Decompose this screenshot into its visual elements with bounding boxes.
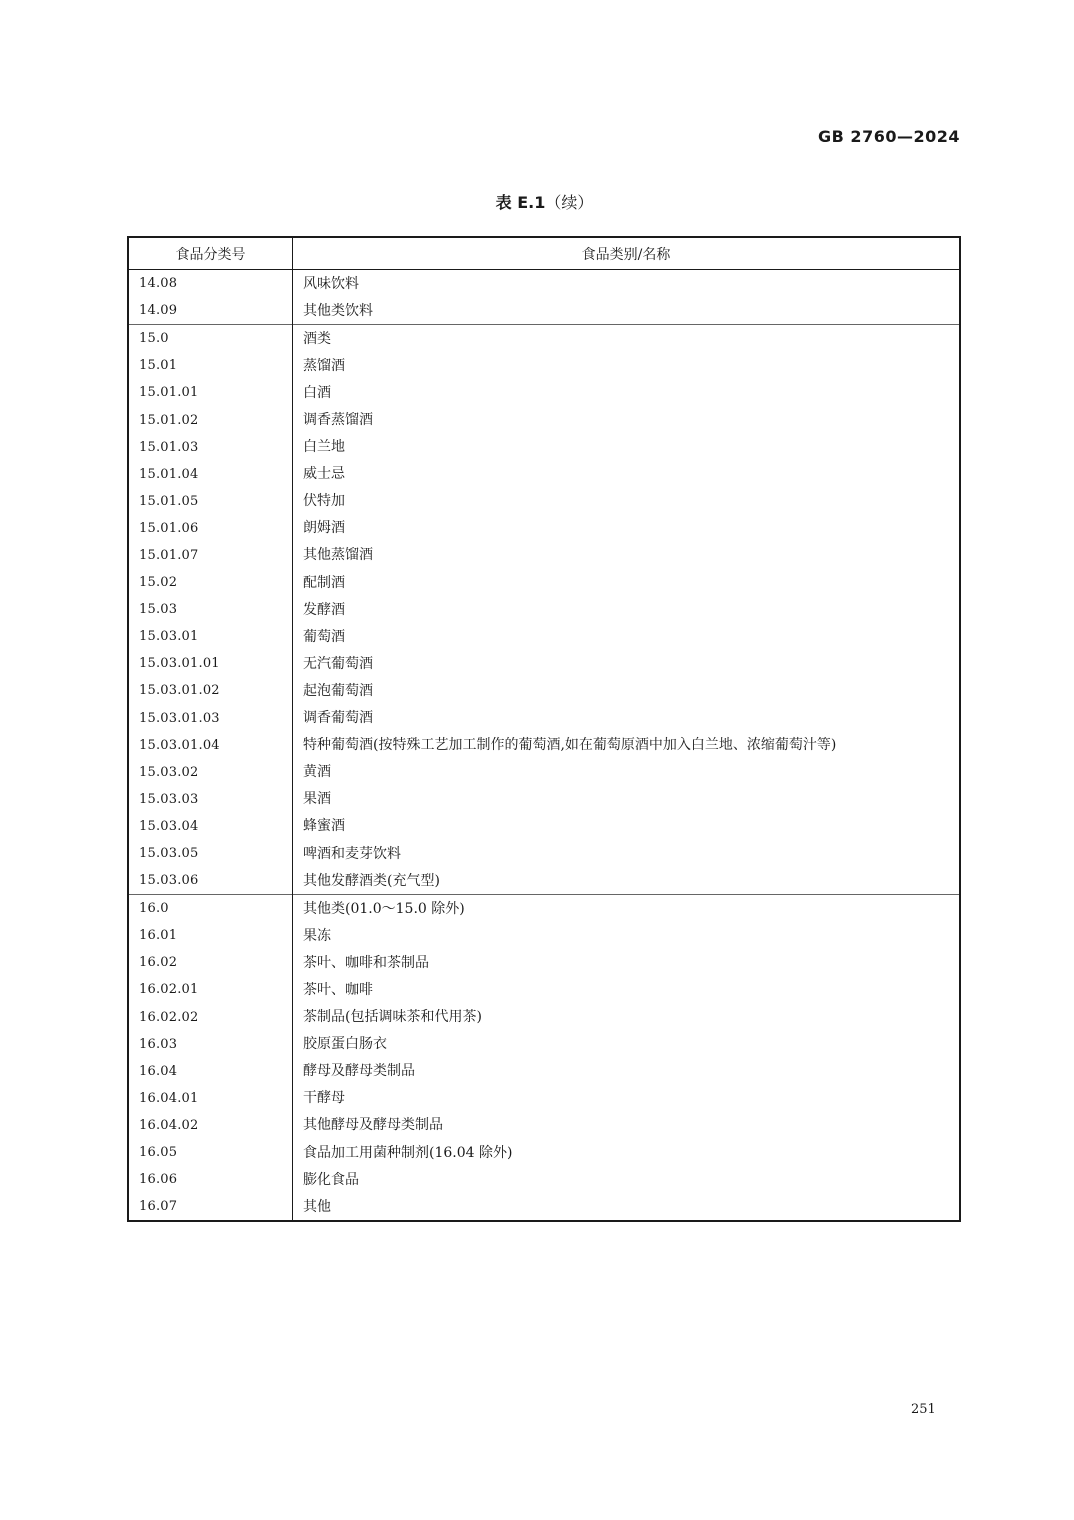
food-category-name: 茶叶、咖啡和茶制品 xyxy=(303,954,429,971)
table-row xyxy=(128,1031,960,1058)
food-category-table xyxy=(127,236,961,1222)
food-category-code: 15.03.02 xyxy=(128,759,293,786)
table-row xyxy=(128,1085,960,1112)
food-category-code: 16.0 xyxy=(128,895,293,923)
food-category-code: 15.01.03 xyxy=(128,434,293,461)
food-category-name: 发酵酒 xyxy=(303,601,345,618)
food-category-code: 15.03 xyxy=(128,596,293,623)
food-category-code: 15.01.02 xyxy=(128,406,293,433)
food-category-code: 16.04.02 xyxy=(128,1112,293,1139)
table-row xyxy=(128,1004,960,1031)
food-category-code: 15.03.01 xyxy=(128,623,293,650)
table-title xyxy=(0,190,1074,213)
food-category-code: 15.01.05 xyxy=(128,488,293,515)
food-category-name: 特种葡萄酒(按特殊工艺加工制作的葡萄酒,如在葡萄原酒中加入白兰地、浓缩葡萄汁等) xyxy=(303,737,837,754)
food-category-code: 15.01.01 xyxy=(128,379,293,406)
table-row xyxy=(128,325,960,353)
food-category-name: 葡萄酒 xyxy=(303,628,345,645)
food-category-name: 调香葡萄酒 xyxy=(303,710,373,727)
food-category-code: 15.01.04 xyxy=(128,461,293,488)
food-category-name: 酒类 xyxy=(293,325,961,353)
food-category-code: 15.01 xyxy=(128,352,293,379)
food-category-name: 蒸馏酒 xyxy=(303,357,345,374)
food-category-name: 起泡葡萄酒 xyxy=(303,682,373,699)
food-category-code: 15.02 xyxy=(128,569,293,596)
food-category-name: 黄酒 xyxy=(303,764,331,781)
table-row xyxy=(128,461,960,488)
food-category-code: 16.04 xyxy=(128,1058,293,1085)
food-category-name: 调香蒸馏酒 xyxy=(303,412,373,429)
food-category-name: 啤酒和麦芽饮料 xyxy=(303,845,401,862)
food-category-code: 16.05 xyxy=(128,1139,293,1166)
page-number: 251 xyxy=(911,1402,936,1417)
table-title-suffix: （续） xyxy=(545,193,594,212)
column-header-code: 食品分类号 xyxy=(128,237,293,270)
food-category-name: 伏特加 xyxy=(303,493,345,510)
food-category-code: 15.03.05 xyxy=(128,840,293,867)
table-row xyxy=(128,596,960,623)
table-row xyxy=(128,813,960,840)
column-header-name: 食品类别/名称 xyxy=(293,237,961,270)
table-row xyxy=(128,1112,960,1139)
food-category-code: 14.09 xyxy=(128,297,293,325)
table-row xyxy=(128,270,960,298)
table-row xyxy=(128,976,960,1003)
table-row xyxy=(128,569,960,596)
food-category-name: 其他类饮料 xyxy=(303,302,373,319)
food-category-name: 其他类(01.0～15.0 除外) xyxy=(293,895,961,923)
table-row xyxy=(128,515,960,542)
food-category-name: 果冻 xyxy=(303,927,331,944)
table-row xyxy=(128,705,960,732)
food-category-code: 15.03.01.04 xyxy=(128,732,293,759)
food-category-name: 白酒 xyxy=(303,384,331,401)
table-row xyxy=(128,542,960,569)
table-row xyxy=(128,379,960,406)
food-category-name: 干酵母 xyxy=(303,1090,345,1107)
food-category-code: 16.04.01 xyxy=(128,1085,293,1112)
table-row xyxy=(128,488,960,515)
food-category-code: 16.02.01 xyxy=(128,976,293,1003)
food-category-name: 食品加工用菌种制剂(16.04 除外) xyxy=(303,1144,513,1161)
table-row xyxy=(128,895,960,923)
food-category-code: 15.01.07 xyxy=(128,542,293,569)
food-category-code: 16.02.02 xyxy=(128,1004,293,1031)
food-category-code: 16.07 xyxy=(128,1193,293,1221)
food-category-name: 朗姆酒 xyxy=(303,520,345,537)
table-row xyxy=(128,1166,960,1193)
food-category-name: 无汽葡萄酒 xyxy=(303,655,373,672)
food-category-code: 15.03.01.03 xyxy=(128,705,293,732)
table-row xyxy=(128,786,960,813)
table-row xyxy=(128,1058,960,1085)
table-row xyxy=(128,759,960,786)
food-category-name: 胶原蛋白肠衣 xyxy=(303,1036,387,1053)
food-category-code: 15.0 xyxy=(128,325,293,353)
table-row xyxy=(128,352,960,379)
food-category-name: 茶叶、咖啡 xyxy=(303,981,373,998)
food-category-code: 15.03.03 xyxy=(128,786,293,813)
food-category-code: 15.03.01.02 xyxy=(128,677,293,704)
food-category-code: 16.01 xyxy=(128,922,293,949)
table-row xyxy=(128,650,960,677)
food-category-name: 茶制品(包括调味茶和代用茶) xyxy=(303,1009,482,1026)
table-title-label: 表 E.1 xyxy=(495,193,546,212)
food-category-name: 膨化食品 xyxy=(303,1171,359,1188)
food-category-name: 白兰地 xyxy=(303,439,345,456)
food-category-code: 16.03 xyxy=(128,1031,293,1058)
table-row xyxy=(128,732,960,759)
table-row xyxy=(128,922,960,949)
table-row xyxy=(128,406,960,433)
table-row xyxy=(128,623,960,650)
table-row xyxy=(128,1193,960,1221)
food-category-name: 其他蒸馏酒 xyxy=(303,547,373,564)
food-category-name: 威士忌 xyxy=(303,466,345,483)
food-category-name: 蜂蜜酒 xyxy=(303,818,345,835)
table-row xyxy=(128,297,960,325)
food-category-code: 16.06 xyxy=(128,1166,293,1193)
table-row xyxy=(128,949,960,976)
food-category-name: 其他发酵酒类(充气型) xyxy=(303,872,440,889)
food-category-name: 酵母及酵母类制品 xyxy=(303,1063,415,1080)
food-category-code: 16.02 xyxy=(128,949,293,976)
food-category-name: 果酒 xyxy=(303,791,331,808)
food-category-name: 其他酵母及酵母类制品 xyxy=(303,1117,443,1134)
table-row xyxy=(128,840,960,867)
table-body xyxy=(128,270,960,1222)
standard-id: GB 2760—2024 xyxy=(818,127,960,146)
table-header-row xyxy=(128,237,960,270)
food-category-code: 14.08 xyxy=(128,270,293,298)
table-row xyxy=(128,434,960,461)
food-category-code: 15.03.06 xyxy=(128,867,293,895)
food-category-code: 15.01.06 xyxy=(128,515,293,542)
food-category-code: 15.03.01.01 xyxy=(128,650,293,677)
food-category-name: 风味饮料 xyxy=(303,275,359,292)
table-row xyxy=(128,1139,960,1166)
table-row xyxy=(128,677,960,704)
table-row xyxy=(128,867,960,895)
food-category-code: 15.03.04 xyxy=(128,813,293,840)
food-category-name: 配制酒 xyxy=(303,574,345,591)
food-category-name: 其他 xyxy=(303,1198,331,1215)
